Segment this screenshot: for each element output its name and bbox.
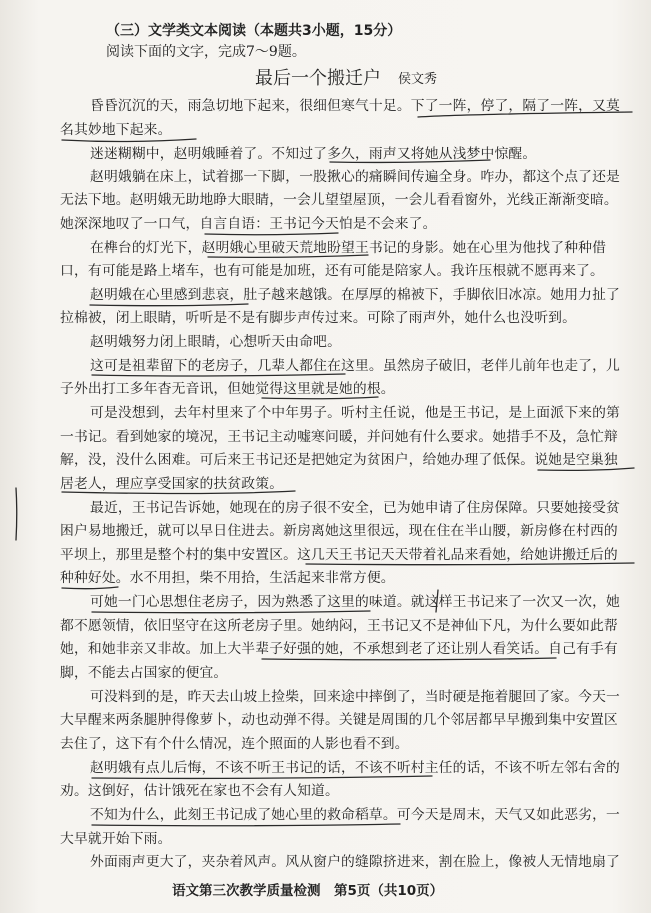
text-line: 这可是祖辈留下的老房子，几辈人都住在这里。虽然房子破旧，老伴儿前年也走了，儿: [90, 358, 620, 374]
ink-underline: [90, 304, 248, 306]
text-line: 最近，王书记告诉她，她现在的房子很不安全，已为她申请了住房保障。只要她接受贫: [90, 500, 620, 516]
text-line: 都不愿领情，依旧坚守在这所老房子里。她纳闷，王书记又不是神仙下凡，为什么要如此帮: [60, 618, 618, 634]
text-line: 可她一门心思想住老房子，因为熟悉了这里的味道。就这样王书记来了一次又一次，她: [90, 594, 620, 610]
text-line: 名其妙地下起来。: [60, 122, 172, 138]
ink-underline: [205, 233, 338, 235]
story-title: 最后一个搬迁户: [255, 68, 381, 89]
text-line: 不知为什么，此刻王书记成了她心里的救命稻草。可今天是周末，天气又如此恶劣，一: [90, 807, 620, 823]
page-footer: 语文第三次教学质量检测 第5页（共10页）: [172, 883, 444, 899]
text-line: 平坝上，那里是整个村的集中安置区。这几天王书记天天带着礼品来看她，给她讲搬迁后的: [60, 547, 618, 563]
ink-underline: [262, 658, 556, 660]
ink-underline: [62, 139, 196, 141]
text-line: 昏昏沉沉的天，雨急切地下起来，很细但寒气十足。下了一阵，停了，隔了一阵，又莫: [90, 98, 620, 114]
text-line: 赵明娥在心里感到悲哀，肚子越来越饿。在厚厚的棉被下，手脚依旧冰凉。她用力扯了: [90, 287, 620, 303]
reading-instruction: 阅读下面的文字，完成7～9题。: [106, 44, 306, 60]
text-line: 脚，不能去占国家的便宜。: [60, 665, 228, 681]
text-line: 劝。这倒好，估计饿死在家也不会有人知道。: [60, 783, 339, 799]
text-line: 她深深地叹了一口气，自言自语：王书记今天怕是不会来了。: [60, 216, 437, 232]
text-line: 迷迷糊糊中，赵明娥睡着了。不知过了多久，雨声又将她从浅梦中惊醒。: [90, 146, 537, 162]
text-line: 子外出打工多年杳无音讯，但她觉得这里就是她的根。: [60, 381, 395, 397]
text-line: 困户易地搬迁，就可以早日住进去。新房离她这里很远，现在住在半山腰，新房修在村西的: [60, 523, 618, 539]
text-line: 可没料到的是，昨天去山坡上捡柴，回来途中摔倒了，当时硬是拖着腿回了家。今天一: [90, 689, 620, 705]
text-line: 拉棉被，闭上眼睛，听听是不是有脚步声传过来。可除了雨声外，她什么也没听到。: [60, 310, 577, 326]
text-line: 居老人，理应享受国家的扶贫政策。: [60, 476, 284, 492]
text-line: 解，没，没什么困难。可后来王书记还是把她定为贫困户，给她办理了低保。说她是空巢独: [60, 452, 618, 468]
text-line: 去住了，这下有个什么情况，连个照面的人影也看不到。: [60, 736, 409, 752]
text-line: 可是没想到，去年村里来了个中年男子。听村主任说，他是王书记，是上面派下来的第: [90, 405, 620, 421]
text-line: 在榫台的灯光下，赵明娥心里破天荒地盼望王书记的身影。她在心里为他找了种种借: [90, 240, 607, 256]
text-line: 赵明娥努力闭上眼睛，心想听天由命吧。: [90, 334, 342, 350]
text-line: 大早醒来两条腿肿得像萝卜，动也动弹不得。关键是周围的几个邻居都早早搬到集中安置区: [60, 712, 618, 728]
text-line: 赵明娥躺在床上，试着挪一下脚，一股揪心的痛瞬间传遍全身。咋办，都这个点了还是: [90, 169, 620, 185]
text-line: 种种好处。水不用担，柴不用拾，生活起来非常方便。: [60, 570, 395, 586]
text-line: 她，和她非亲又非故。加上大半辈子好强的她，不承想到老了还让别人看笑话。自己有手有: [60, 641, 618, 657]
ink-underline: [62, 587, 118, 589]
story-author: 侯文秀: [398, 72, 438, 87]
text-line: 无法下地。赵明娥无助地睁大眼睛，一会儿望望屋顶，一会儿看看窗外，光线正渐渐变暗。: [60, 192, 618, 208]
ink-underline: [92, 824, 400, 826]
text-line: 一书记。看到她家的境况，王书记主动嘘寒问暖，并问她有什么要求。她措手不及，急忙辩: [60, 429, 618, 445]
ink-underline: [92, 611, 370, 613]
section-header: （三）文学类文本阅读（本题共3小题，15分）: [106, 23, 402, 39]
text-line: 外面雨声更大了，夹杂着风声。风从窗户的缝隙挤进来，割在脸上，像被人无情地扇了: [90, 854, 620, 870]
text-line: 大早就开始下雨。: [60, 831, 172, 847]
ink-margin-mark: [16, 488, 17, 540]
text-line: 口，有可能是路上堵车，也有可能是加班，还有可能是陪家人。我许压根就不愿再来了。: [60, 263, 604, 279]
text-line: 赵明娥有点儿后悔，不该不听王书记的话，不该不听村主任的话，不该不听左邻右舍的: [90, 760, 620, 776]
